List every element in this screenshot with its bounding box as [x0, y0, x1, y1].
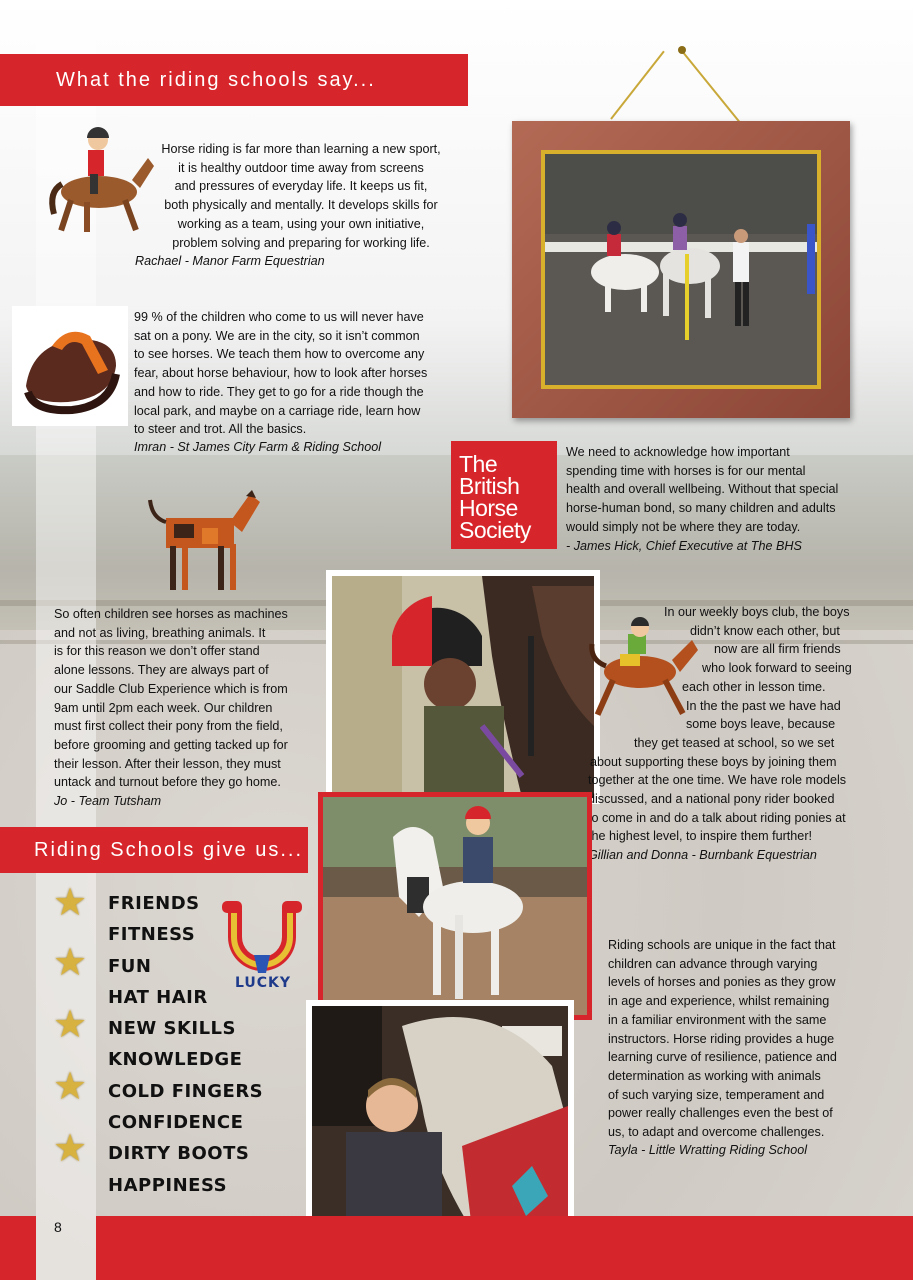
star-icon: ★ — [53, 1066, 88, 1108]
quote-line: untack and turnout before they go home. — [54, 775, 281, 790]
quote-line: each other in lesson time. — [682, 679, 826, 694]
quote-author: Gillian and Donna - Burnbank Equestrian — [588, 848, 817, 862]
quote-block-james-hick — [566, 443, 886, 537]
list-item: COLD FINGERS — [108, 1080, 264, 1102]
star-icon: ★ — [53, 882, 88, 924]
quote-line: working as a team, using your own initiative, — [177, 216, 425, 231]
logo-line: Horse — [459, 495, 518, 521]
boy-hugging-horse-scene — [332, 576, 594, 798]
quote-line: in a familiar environment with the same — [608, 1012, 827, 1027]
quote-line: In the the past we have had — [686, 698, 841, 713]
list-item: HAPPINESS — [108, 1174, 228, 1196]
logo-line: Society — [459, 517, 531, 543]
list-item: HAT HAIR — [108, 986, 208, 1008]
quote-line: and pressures of everyday life. It keeps us fit, — [174, 179, 428, 194]
quote-line: about supporting these boys by joining them — [590, 754, 837, 769]
quote-line: problem solving and preparing for working life. — [172, 235, 430, 250]
logo-line: British — [459, 473, 520, 499]
quote-line: together at the one time. We have role models — [588, 773, 847, 788]
quote-line: determination as working with animals — [608, 1068, 821, 1083]
quote-line: some boys leave, because — [686, 717, 836, 732]
quote-line: health and overall wellbeing. Without that special — [566, 482, 839, 497]
british-horse-society-logo — [451, 441, 557, 549]
quote-line: to see horses. We teach them how to overcome any — [134, 347, 425, 362]
quote-line: now are all firm friends — [714, 642, 841, 657]
footer-bar-left — [0, 1216, 36, 1280]
quote-line: us, to adapt and overcome challenges. — [608, 1125, 825, 1140]
quote-author: Jo - Team Tutsham — [54, 794, 162, 808]
quote-line: would simply not be where they are today. — [566, 519, 801, 534]
quote-author: - James Hick, Chief Executive at The BHS — [566, 539, 802, 553]
page-number: 8 — [54, 1219, 62, 1235]
logo-line: The — [459, 451, 498, 477]
lucky-label: LUCKY — [234, 975, 292, 991]
list-item: CONFIDENCE — [108, 1112, 244, 1134]
quote-line: it is healthy outdoor time away from screens — [178, 160, 424, 175]
quote-line: In our weekly boys club, the boys — [664, 605, 850, 619]
quote-line: and how to ride. They get to go for a ride though the — [134, 384, 424, 399]
list-item: FITNESS — [108, 924, 196, 946]
quote-line: to steer and trot. All the basics. — [134, 422, 307, 437]
quote-line: power really challenges even the best of — [608, 1106, 833, 1121]
patchwork-horse-illustration — [146, 488, 266, 598]
quote-line: of such varying size, temperament and — [608, 1087, 825, 1102]
quote-author: Tayla - Little Wratting Riding School — [608, 1143, 808, 1157]
quote-line: is for this reason we don’t offer stand — [54, 644, 260, 659]
quote-line: children can advance through varying — [608, 956, 818, 971]
stable-scene — [312, 1006, 568, 1230]
quote-author: Rachael - Manor Farm Equestrian — [135, 254, 325, 268]
quote-line: Riding schools are unique in the fact that — [608, 938, 836, 952]
quote-block-tayla — [608, 936, 888, 1142]
star-icon: ★ — [53, 1004, 88, 1046]
list-item: DIRTY BOOTS — [108, 1143, 250, 1165]
quote-line: they get teased at school, so we set — [634, 735, 835, 750]
quote-line: Horse riding is far more than learning a new sport, — [161, 142, 441, 156]
quote-line: sat on a pony. We are in the city, so it isn’t common — [134, 328, 420, 343]
quote-line: discussed, and a national pony rider booked — [588, 792, 835, 807]
quote-line: didn’t know each other, but — [690, 623, 840, 638]
list-item: FRIENDS — [108, 893, 200, 914]
lucky-horseshoe-badge — [214, 897, 310, 1001]
quote-line: to come in and do a talk about riding ponies at — [588, 810, 846, 825]
quote-line: alone lessons. They are always part of — [54, 663, 269, 678]
indoor-arena-scene — [545, 154, 817, 385]
quote-block-gillian-donna — [586, 603, 874, 846]
horseshoe-icon — [214, 897, 310, 977]
quote-line: learning curve of resilience, patience and — [608, 1050, 837, 1065]
quote-line: fear, about horse behaviour, how to look after horses — [134, 366, 428, 381]
hanging-nail — [678, 46, 686, 54]
quote-line: So often children see horses as machines — [54, 607, 288, 621]
quote-line: in age and experience, whilst remaining — [608, 994, 830, 1009]
photo-boy-hugging-horse — [326, 570, 600, 804]
section-banner-riding-schools-say — [0, 54, 468, 106]
quote-line: local park, and maybe on a carriage ride, learn how — [134, 403, 421, 418]
list-item: FUN — [108, 955, 152, 977]
quote-line: before grooming and getting tacked up for — [54, 737, 288, 752]
quote-line: 99 % of the children who come to us will never have — [134, 310, 424, 324]
quote-line: We need to acknowledge how important — [566, 445, 790, 459]
star-icon: ★ — [53, 1128, 88, 1170]
quote-line: 9am until 2pm each week. Our children — [54, 700, 273, 715]
quote-author: Imran - St James City Farm & Riding School — [134, 440, 382, 454]
photo-boy-in-stable — [306, 1000, 574, 1236]
footer-bar — [96, 1216, 913, 1280]
quote-line: their lesson. After their lesson, they must — [54, 756, 281, 771]
quote-block-jo — [54, 605, 324, 792]
quote-line: and not as living, breathing animals. It — [54, 625, 266, 640]
quote-line: horse-human bond, so many children and adults — [566, 501, 836, 516]
framed-photo-indoor-arena — [512, 121, 850, 418]
quote-line: the highest level, to inspire them further! — [588, 829, 813, 844]
quote-line: our Saddle Club Experience which is from — [54, 681, 288, 696]
quote-line: who look forward to seeing — [702, 661, 852, 676]
quote-line: both physically and mentally. It develops skills for — [164, 198, 438, 213]
quote-block-rachael — [140, 140, 462, 252]
quote-block-imran — [134, 308, 464, 439]
section-title: Riding Schools give us... — [34, 838, 304, 861]
section-banner-riding-schools-give — [0, 827, 308, 873]
section-title: What the riding schools say... — [56, 68, 376, 91]
white-pony-scene — [323, 797, 587, 1015]
photo-indoor-lesson — [541, 150, 821, 389]
quote-line: must first collect their pony from the field, — [54, 719, 283, 734]
photo-child-on-white-pony — [318, 792, 592, 1020]
quote-line: levels of horses and ponies as they grow — [608, 975, 836, 990]
quote-line: spending time with horses is for our mental — [566, 463, 806, 478]
list-item: NEW SKILLS — [108, 1018, 236, 1040]
horse-rider-illustration — [44, 122, 154, 240]
star-icon: ★ — [53, 942, 88, 984]
list-item: KNOWLEDGE — [108, 1049, 243, 1071]
quote-line: instructors. Horse riding provides a huge — [608, 1031, 835, 1046]
grooming-brush-illustration — [12, 306, 128, 426]
